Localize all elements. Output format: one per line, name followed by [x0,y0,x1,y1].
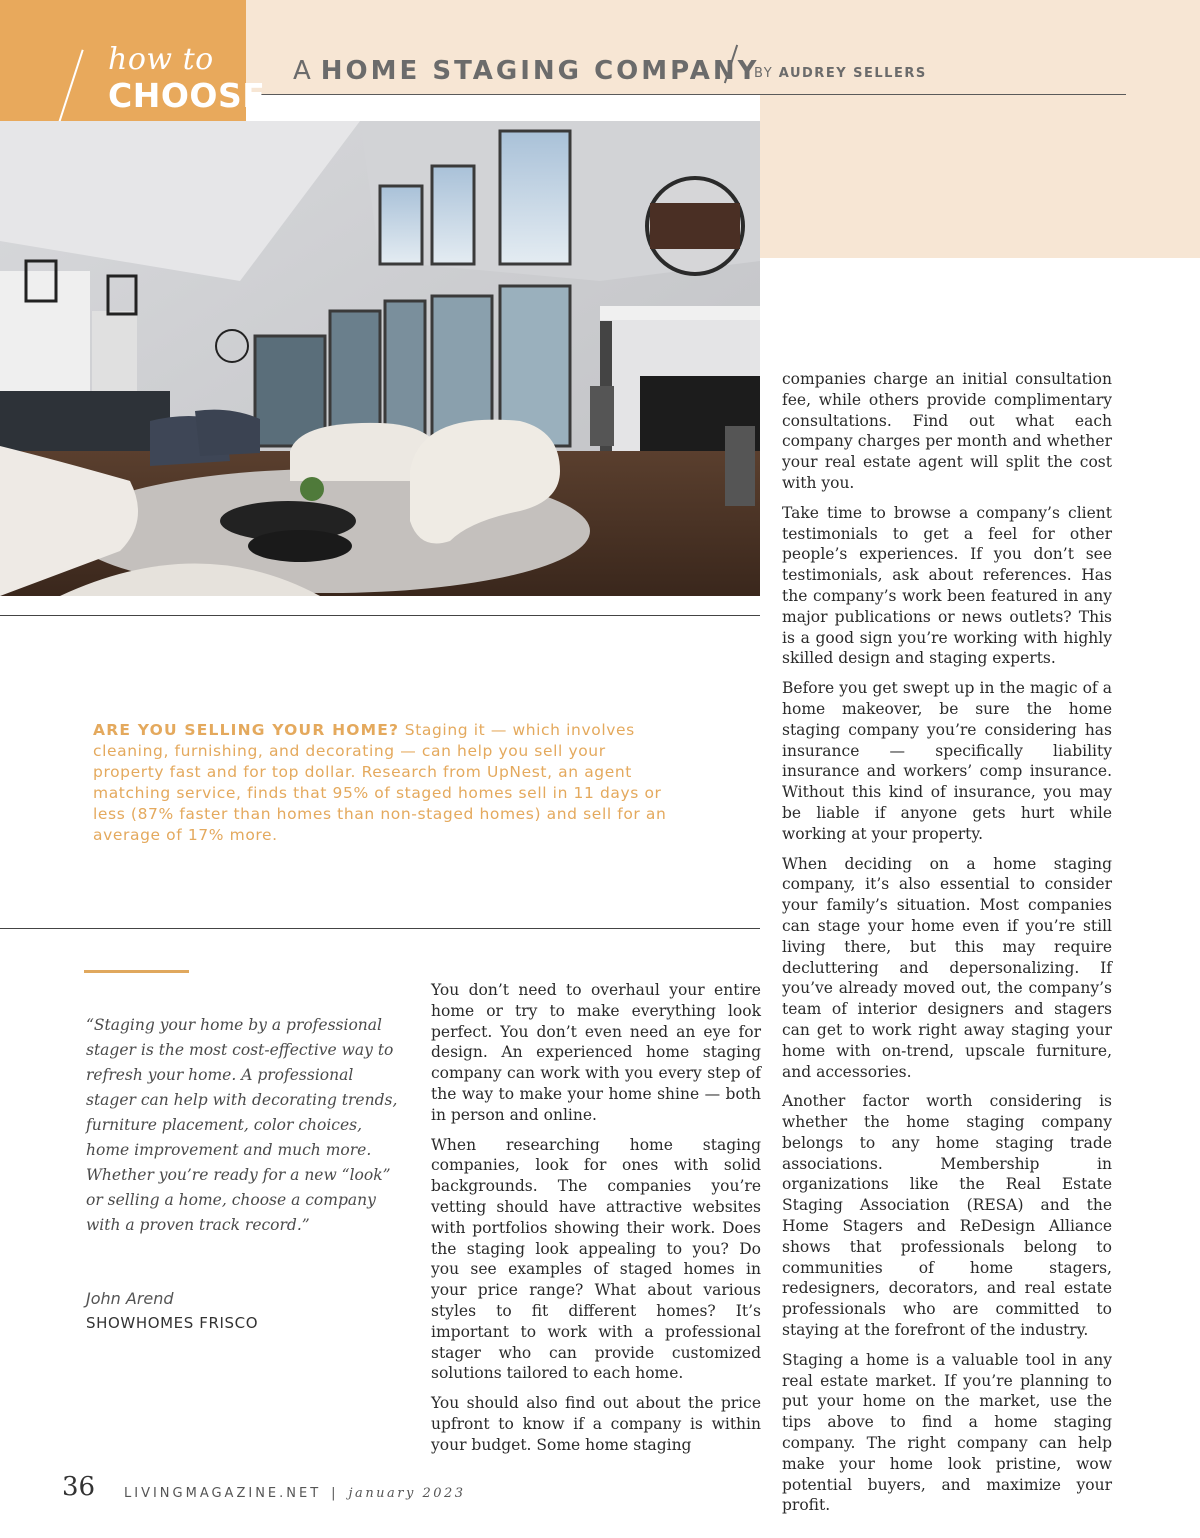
divider-bottom [0,928,760,929]
paragraph: When researching home staging companies, look for ones with solid backgrounds. The companies you’re vetting should have attractive websites with portfolios showing their work. Does the staging look appealing to you? Do you see examples of staged homes in your price range? What about various styles to fit different homes? It’s important to work with a professional stager who can provide customized solutions tailored to each home. [431,1135,761,1383]
badge-choose: CHOOSE [108,76,266,115]
living-room-photo [0,121,760,596]
footer-site: LIVINGMAGAZINE.NET [124,1486,322,1501]
pullquote-company: SHOWHOMES FRISCO [86,1314,259,1332]
pullquote-text: “Staging your home by a professional stager is the most cost-effective way to refresh your home. A professional stager can help with decorating trends, furniture placement, color choices, home improvement and much more. Whether you’re ready for a new “look” or selling a home, choose a company with a proven track record.” [86,1016,398,1234]
byline [754,66,927,81]
paragraph: Another factor worth considering is whether the home staging company belongs to any home staging trade associations. Membership in organizations like the Real Estate Staging Association (RESA) and the Home Stagers and ReDesign Alliance shows that professionals belong to communities of home stagers, redesigners, decorators, and real estate professionals who are committed to staying at the forefront of the industry. [782,1092,1112,1340]
paragraph: You don’t need to overhaul your entire home or try to make everything look perfect. You don’t even need an eye for design. An experienced home staging company can work with you every step of the way to make your home shine — both in person and online. [431,981,761,1124]
divider-top [0,615,760,616]
byline-author: AUDREY SELLERS [778,66,927,81]
callout-lead: ARE YOU SELLING YOUR HOME? [93,721,400,739]
badge-slash-decoration [58,50,83,123]
callout-body: Staging it — which involves cleaning, furnishing, and decorating — can help you sell your property fast and for top dollar. Research from UpNest, an agent matching service, finds that 95% of staged homes sell in 11 days or less (87% faster than homes than non-staged homes) and sell for an average of 17% more. [93,721,667,844]
page-number: 36 [62,1472,96,1502]
article-title [293,56,760,86]
body-column-right [782,369,1112,1525]
paragraph: companies charge an initial consultation fee, while others provide complimentary consultations. Find out what each company charges per month and whether your real estate agent will split the cost with you. [782,370,1112,492]
pullquote-accent-rule [84,970,189,973]
footer-separator: | [331,1486,339,1501]
header-divider [246,94,1126,95]
title-main: HOME STAGING COMPANY [320,56,760,86]
intro-callout [93,720,675,846]
paragraph: Staging a home is a valuable tool in any real estate market. If you’re planning to put your home on the market, use the tips above to find a home staging company. The right company can help make your home look pristine, wow potential buyers, and maximize your profit. [782,1350,1112,1515]
badge-how-to: how to [108,42,214,77]
paragraph: You should also find out about the price upfront to know if a company is within your budget. Some home staging [431,1394,761,1454]
paragraph: Take time to browse a company’s client testimonials to get a feel for other people’s experiences. If you don’t see testimonials, ask about references. Has the company’s work been featured in any major publications or news outlets? This is a good sign you’re working with highly skilled design and staging experts. [782,503,1112,668]
title-article: A [293,56,311,86]
body-column-middle [431,980,761,1465]
byline-prefix: BY [754,66,774,81]
pullquote-author: John Arend [86,1289,174,1308]
paragraph: Before you get swept up in the magic of a home makeover, be sure the home staging company you’re considering has insurance — specifically liability insurance and workers’ comp insurance. Without this kind of insurance, you may be liable if anyone gets hurt while working at your property. [782,679,1112,843]
footer-issue-date: january 2023 [348,1486,466,1501]
paragraph: When deciding on a home staging company, it’s also essential to consider your family’s situation. Most companies can stage your home even if you’re still living there, but this may require decluttering and depersonalizing. If you’ve already moved out, the company’s team of interior designers and stagers can get to work right away staging your home with on-trend, upscale furniture, and accessories. [782,854,1112,1081]
page-footer [124,1486,466,1501]
